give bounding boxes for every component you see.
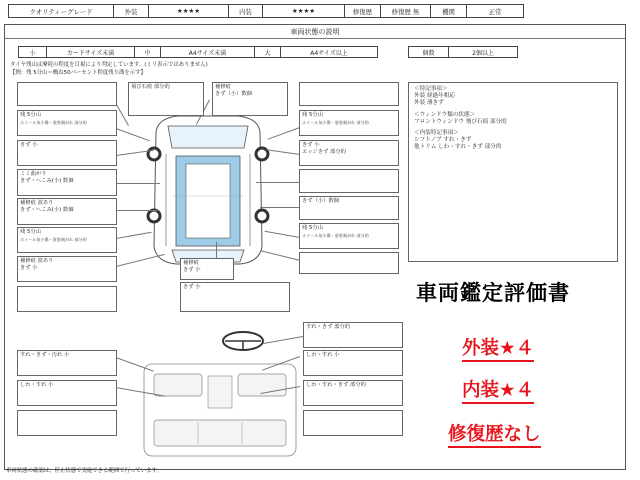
seat-rear [154,420,286,446]
box-text: しわ・すれ 小 [20,382,54,388]
damage-box-right-mid2 [299,196,399,220]
box-text-line2: きず 小 [183,267,201,274]
leader-line [256,182,300,183]
box-text: しわ・すれ・きず 部分的 [306,382,366,388]
box-text: 補修痕 波あり [20,258,54,264]
box-text: 飛び石痕 部分的 [131,84,170,90]
damage-box-left-mid2 [17,198,117,225]
count-box [408,46,518,58]
seat-front-left [154,374,202,396]
steering-wheel-icon [220,330,266,352]
exterior-stars: ★★★★ [149,5,229,17]
damage-box-steering [303,322,403,348]
size-medium-label: 中 [135,47,161,57]
box-text: ミミ曲がり [20,171,47,177]
box-text: 補修痕 [183,260,199,266]
grade-bar [8,4,524,18]
box-text: 補修痕 波あり [20,200,54,206]
box-text: すれ・きず・汚れ 小 [20,352,70,358]
box-text: きず（小）数個 [302,198,340,204]
notes-heading: ＜特記事項＞ [414,86,448,92]
size-large-value: A4サイズ以上 [310,49,348,57]
size-small-value: カードサイズ未満 [47,47,135,57]
interior-stars: ★★★★ [263,5,345,17]
car-roof-inner [186,164,230,238]
box-text: 残 5分山 [302,225,323,231]
damage-box-left-bottom [17,410,117,436]
box-text: 残 5分山 [302,112,323,118]
box-text-line2: きず・へこみ(小) 数個 [20,207,74,214]
leader-line [116,183,160,184]
leader-line [260,207,300,208]
car-top-view-diagram [128,96,288,272]
box-text: きず 小 [20,142,38,148]
damage-box-hood [212,82,288,116]
damage-box-seat-left [17,350,117,376]
box-text: 補修痕 [215,84,231,90]
damage-box-right-front [299,140,399,166]
damage-box-tire-rear-right [299,223,399,249]
box-subtext: ホイール気小傷・塗装剥がれ 部分的 [20,237,87,243]
notes-line: フロントウィンドウ 飛び石痕 部分的 [414,118,507,125]
damage-box-left-top [17,82,117,106]
section-title: 車両状態の説明 [5,25,625,39]
damage-box-right-mid1 [299,169,399,193]
tire-note: タイヤ残山は摩耗の程度を目視により判定しています。(ミリ表示ではありません) [10,62,208,68]
quality-grade-label: クオリティーグレード [9,5,114,17]
damage-box-seat-right [303,350,403,376]
notes-line: 他トリム しわ・すれ・きず 部分的 [414,144,502,151]
leader-line [116,210,158,211]
repair-history-value: 修復歴 無 [381,5,431,17]
size-large-label: 大 [255,47,281,57]
appraisal-title: 車両鑑定評価書 [416,281,570,305]
box-subtext: ホイール気小傷・塗装剥がれ 部分的 [302,233,369,239]
size-small-label: 小 [19,47,47,57]
count-label: 個数 [409,47,449,57]
engine-label: 機関 [431,5,467,17]
box-subtext: ホイール気小傷・塗装剥がれ 部分的 [20,120,87,126]
damage-box-windshield [128,82,204,116]
damage-box-rear-bumper [180,282,290,312]
damage-box-tire-front-left [17,110,117,136]
box-text: すれ・きず 部分的 [306,324,351,330]
interior-rating: 内装★４ [462,380,534,404]
size-legend [18,46,378,58]
interior-seats-diagram [140,360,300,460]
notes-heading: ＜内装特記事項＞ [414,130,459,137]
damage-box-floor-right [303,380,403,406]
damage-box-tire-rear-left [17,227,117,253]
damage-box-floor-left [17,380,117,406]
box-text: 残 5分山 [20,229,41,235]
tire-note-example: 【例：残 5分山＝概ね50パーセント程度残り溝を示す】 [10,70,146,76]
damage-box-right-top [299,82,399,106]
car-hood [168,126,248,148]
box-text-line2: エッジきず 部分的 [302,149,346,156]
box-text: きず 小 [302,142,320,148]
damage-box-rear-center [180,258,234,280]
wheel-rear-right [256,210,268,222]
exterior-label: 外装 [114,5,149,17]
damage-box-right-bottom [303,410,403,436]
box-text: しわ・すれ 小 [306,352,340,358]
notes-line: 外装 経過年相応 [414,93,455,100]
notes-line: シフトノブ すれ・きず [414,137,472,144]
box-text-line2: きず（小）数個 [215,91,253,98]
repair-history-status: 修復歴なし [448,424,541,448]
damage-box-right-rear [299,252,399,274]
box-text: 残 5分山 [20,112,41,118]
engine-value: 正常 [488,7,502,16]
box-text-line2: きず・へこみ(小) 数個 [20,178,74,185]
box-text-line2: きず 小 [20,265,38,272]
interior-label: 内装 [229,5,263,17]
damage-box-left-rear [17,256,117,282]
repair-history-label: 修復歴 [345,5,381,17]
damage-box-tire-front-right [299,110,399,136]
box-subtext: ホイール気小傷・塗装剥がれ 部分的 [302,120,369,126]
box-text: きず 小 [183,284,201,290]
footer-note: 車両状態の確認は、停止状態で実施できる範囲で行っています。 [6,468,162,474]
size-medium-value: A4サイズ未満 [161,47,255,57]
console [208,376,232,408]
count-value: 2個以上 [472,49,494,57]
special-notes-box [408,82,618,262]
notes-heading: ＜ウィンドウ類の状態＞ [414,111,476,118]
wheel-rear-left [148,210,160,222]
notes-line: 外装 薄きず [414,100,444,107]
exterior-rating: 外装★４ [462,338,534,362]
damage-box-left-empty [17,286,117,312]
damage-box-left-front [17,140,117,166]
damage-box-left-mid1 [17,169,117,196]
